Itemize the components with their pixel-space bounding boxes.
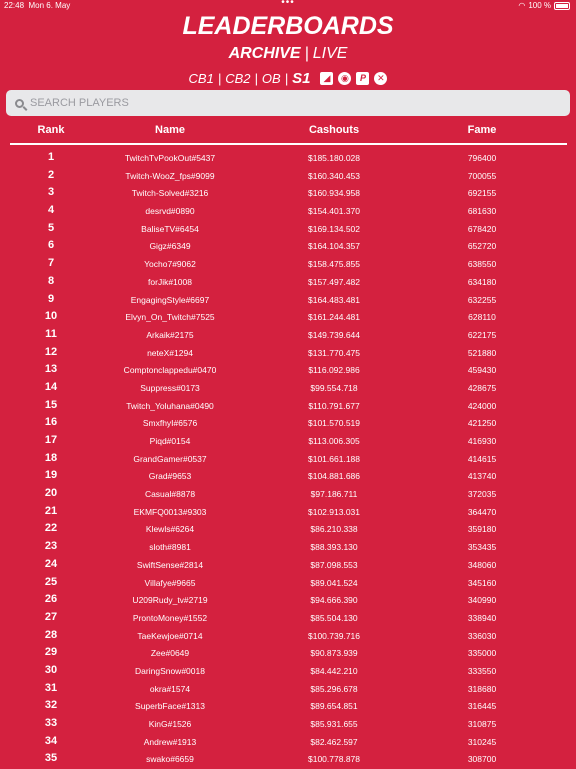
cell-fame: 310245 [467, 736, 497, 747]
cell-fame: 634180 [467, 276, 497, 287]
table-row[interactable] [0, 168, 576, 186]
cell-rank: 31 [44, 681, 58, 694]
cell-cashouts: $149.739.644 [308, 329, 360, 340]
cell-rank: 29 [44, 646, 58, 659]
cell-fame: 414615 [467, 453, 497, 464]
table-row[interactable] [0, 681, 576, 699]
cell-cashouts: $157.497.482 [308, 276, 360, 287]
cell-fame: 335000 [467, 648, 497, 659]
separator: | [254, 70, 258, 86]
table-row[interactable] [0, 433, 576, 451]
header-rank[interactable]: Rank [37, 124, 65, 136]
cell-rank: 22 [44, 522, 58, 535]
search-bar[interactable] [6, 90, 570, 116]
table-row[interactable] [0, 203, 576, 221]
cell-name: U209Rudy_tv#2719 [132, 595, 208, 606]
cell-cashouts: $88.393.130 [310, 542, 358, 553]
table-row[interactable] [0, 327, 576, 345]
cell-fame: 459430 [467, 365, 497, 376]
cell-cashouts: $158.475.855 [308, 259, 360, 270]
table-row[interactable] [0, 575, 576, 593]
cell-rank: 8 [47, 274, 55, 287]
cell-cashouts: $87.098.553 [310, 559, 358, 570]
cell-fame: 316445 [467, 701, 497, 712]
cell-rank: 13 [44, 363, 58, 376]
cell-cashouts: $82.462.597 [310, 736, 358, 747]
header-name[interactable]: Name [155, 124, 185, 136]
season-cb2[interactable]: CB2 [225, 70, 251, 86]
cell-name: EngagingStyle#6697 [130, 294, 210, 305]
table-row[interactable] [0, 610, 576, 628]
table-row[interactable] [0, 150, 576, 168]
cell-rank: 9 [47, 292, 55, 305]
cell-cashouts: $113.006.305 [308, 436, 360, 446]
cell-name: Piqd#0154 [149, 436, 191, 446]
table-row[interactable] [0, 345, 576, 363]
cell-rank: 34 [44, 734, 58, 747]
cell-rank: 20 [44, 487, 58, 500]
cell-name: ProntoMoney#1552 [132, 612, 208, 623]
cell-fame: 416930 [467, 436, 497, 446]
cell-fame: 521880 [467, 347, 497, 358]
cell-fame: 413740 [467, 471, 497, 482]
cell-name: forJik#1008 [148, 276, 192, 287]
cell-fame: 308700 [467, 754, 497, 765]
cell-fame: 652720 [467, 241, 497, 252]
table-row[interactable] [0, 468, 576, 486]
cell-name: GrandGamer#0537 [133, 453, 207, 464]
cell-rank: 21 [44, 504, 58, 517]
table-row[interactable] [0, 221, 576, 239]
cell-fame: 364470 [467, 506, 497, 517]
cell-name: Yocho7#9062 [144, 259, 196, 270]
cell-fame: 796400 [467, 153, 497, 163]
cell-fame: 348060 [467, 559, 497, 570]
cell-rank: 35 [44, 752, 58, 765]
table-row[interactable] [0, 557, 576, 575]
playstation-icon[interactable]: P [356, 72, 369, 85]
cell-rank: 1 [47, 151, 55, 163]
cell-name: EKMFQ0013#9303 [133, 506, 207, 517]
wifi-icon: ◠ [518, 1, 526, 10]
cell-rank: 19 [44, 469, 58, 482]
cell-rank: 16 [44, 416, 58, 429]
cell-fame: 336030 [467, 630, 497, 641]
cell-fame: 333550 [467, 665, 497, 676]
cell-name: Twitch-Solved#3216 [131, 188, 209, 199]
table-row[interactable] [0, 380, 576, 398]
table-row[interactable] [0, 398, 576, 416]
separator: | [217, 70, 222, 86]
cell-fame: 424000 [467, 400, 497, 411]
season-switch [0, 69, 576, 87]
cell-rank: 33 [44, 717, 58, 729]
cell-fame: 421250 [467, 418, 497, 429]
cell-cashouts: $161.244.481 [308, 312, 360, 323]
cell-name: Suppress#0173 [140, 382, 200, 393]
table-row[interactable] [0, 592, 576, 610]
tab-live[interactable]: LIVE [312, 45, 348, 62]
cell-fame: 700055 [467, 170, 497, 181]
table-row[interactable] [0, 185, 576, 203]
season-ob[interactable]: OB [261, 70, 281, 86]
page-title: LEADERBOARDS [182, 12, 394, 40]
search-input[interactable] [28, 96, 552, 110]
separator: | [304, 45, 309, 62]
cell-name: Twitch-WooZ_fps#9099 [125, 170, 215, 181]
cell-cashouts: $100.778.878 [308, 754, 360, 765]
cell-cashouts: $160.340.453 [308, 170, 360, 181]
table-row[interactable] [0, 539, 576, 557]
cell-name: desrvd#0890 [145, 206, 195, 217]
cell-fame: 428675 [467, 382, 497, 393]
cell-fame: 638550 [467, 259, 497, 270]
status-right [518, 0, 570, 12]
cell-cashouts: $100.739.716 [308, 630, 360, 641]
status-bar [0, 0, 576, 12]
cell-cashouts: $164.483.481 [308, 294, 360, 305]
season-s1[interactable]: S1 [292, 69, 311, 87]
cell-cashouts: $110.791.677 [308, 400, 360, 411]
header-cashouts[interactable]: Cashouts [308, 124, 360, 136]
status-time: 22:48 Mon 6. May [4, 1, 71, 10]
cell-cashouts: $85.504.130 [310, 612, 358, 623]
header-divider [10, 143, 567, 145]
table-row[interactable] [0, 362, 576, 380]
cell-rank: 6 [47, 239, 55, 252]
cell-fame: 372035 [467, 489, 497, 500]
table-row[interactable] [0, 292, 576, 310]
cell-rank: 28 [44, 628, 58, 641]
cell-name: SuperbFace#1313 [135, 701, 205, 712]
cell-name: BaliseTV#6454 [141, 223, 199, 234]
battery-percent: 100 % [528, 1, 551, 10]
table-row[interactable] [0, 486, 576, 504]
pc-icon[interactable]: ◢ [320, 72, 333, 85]
mode-switch [0, 45, 576, 63]
cell-fame: 310875 [467, 719, 497, 729]
cell-rank: 15 [44, 398, 58, 411]
table-row[interactable] [0, 415, 576, 433]
table-row[interactable] [0, 521, 576, 539]
cell-rank: 25 [44, 575, 58, 588]
cell-rank: 24 [44, 557, 58, 570]
table-header [0, 120, 576, 140]
cell-fame: 338940 [467, 612, 497, 623]
cell-cashouts: $116.092.986 [308, 365, 360, 376]
cell-name: Elvyn_On_Twitch#7525 [125, 312, 215, 323]
cell-cashouts: $94.666.390 [310, 595, 358, 606]
platform-filters [320, 72, 387, 85]
table-row[interactable] [0, 663, 576, 681]
cell-cashouts: $104.881.686 [308, 471, 360, 482]
table-row[interactable] [0, 734, 576, 752]
multitask-dots[interactable]: ••• [281, 0, 295, 8]
cell-fame: 359180 [467, 524, 497, 535]
table-row[interactable] [0, 256, 576, 274]
cell-rank: 5 [47, 221, 55, 234]
cell-rank: 23 [44, 540, 58, 553]
cell-fame: 681630 [467, 206, 497, 217]
cell-cashouts: $86.210.338 [310, 524, 358, 535]
table-row[interactable] [0, 274, 576, 292]
cell-rank: 26 [44, 593, 58, 606]
cell-name: DaringSnow#0018 [135, 665, 205, 676]
cell-name: Comptonclappedu#0470 [123, 365, 217, 376]
cell-cashouts: $89.654.851 [310, 701, 358, 712]
cell-cashouts: $131.770.475 [308, 347, 360, 358]
cell-cashouts: $164.104.357 [308, 241, 360, 252]
cell-cashouts: $185.180.028 [308, 153, 360, 163]
cell-fame: 692155 [467, 188, 497, 199]
cell-cashouts: $84.442.210 [310, 665, 358, 676]
table-row[interactable] [0, 698, 576, 716]
cell-cashouts: $97.186.711 [310, 489, 358, 500]
cell-rank: 2 [47, 168, 55, 181]
cell-name: Klewls#6264 [145, 524, 195, 535]
cell-name: Grad#9653 [148, 471, 192, 482]
cell-cashouts: $99.554.718 [310, 382, 358, 393]
cell-cashouts: $160.934.958 [308, 188, 360, 199]
header-fame[interactable]: Fame [467, 124, 497, 136]
table-row[interactable] [0, 504, 576, 522]
table-row[interactable] [0, 716, 576, 734]
cell-name: SwiftSense#2814 [136, 559, 204, 570]
cell-cashouts: $102.913.031 [308, 506, 360, 517]
cell-rank: 11 [45, 327, 57, 340]
cell-cashouts: $101.661.188 [308, 453, 360, 464]
cell-name: Villafye#9665 [144, 577, 196, 588]
cell-fame: 628110 [468, 312, 496, 323]
cell-name: Twitch_Yoluhana#0490 [126, 400, 214, 411]
cell-rank: 7 [47, 257, 55, 270]
cell-rank: 17 [44, 434, 58, 446]
cell-rank: 3 [47, 186, 55, 199]
search-icon [15, 99, 24, 108]
cell-cashouts: $85.931.655 [310, 719, 358, 729]
cell-rank: 18 [44, 451, 58, 464]
cell-cashouts: $101.570.519 [308, 418, 360, 429]
cell-rank: 27 [44, 610, 58, 623]
cell-name: okra#1574 [149, 683, 191, 694]
cell-fame: 678420 [467, 223, 497, 234]
table-row[interactable] [0, 451, 576, 469]
cell-cashouts: $85.296.678 [310, 683, 358, 694]
cell-rank: 10 [44, 310, 58, 323]
cell-fame: 632255 [467, 294, 497, 305]
battery-icon [554, 2, 570, 10]
cell-name: KinG#1526 [148, 719, 192, 729]
cell-cashouts: $169.134.502 [308, 223, 360, 234]
cell-rank: 30 [44, 663, 58, 676]
cell-cashouts: $90.873.939 [310, 648, 358, 659]
season-cb1[interactable]: CB1 [188, 70, 214, 86]
cell-name: Andrew#1913 [143, 736, 197, 747]
table-row[interactable] [0, 645, 576, 663]
cell-name: swako#6659 [146, 754, 194, 765]
cell-rank: 4 [47, 204, 55, 217]
table-row[interactable] [0, 628, 576, 646]
tab-archive[interactable]: ARCHIVE [228, 45, 301, 62]
cell-name: Zee#0649 [150, 648, 190, 659]
leaderboard-table [0, 150, 576, 769]
cell-name: sloth#8981 [149, 542, 191, 553]
cell-name: neteX#1294 [147, 347, 193, 358]
cell-rank: 32 [44, 699, 58, 712]
cell-name: Gigz#6349 [149, 241, 191, 252]
cell-rank: 14 [44, 380, 58, 393]
cell-fame: 345160 [467, 577, 497, 588]
cell-fame: 622175 [467, 329, 497, 340]
cell-name: SmxfhyI#6576 [142, 418, 198, 429]
cell-fame: 340990 [467, 595, 497, 606]
steam-icon[interactable]: ◉ [338, 72, 351, 85]
table-row[interactable] [0, 238, 576, 256]
cell-rank: 12 [44, 345, 58, 358]
table-row[interactable] [0, 751, 576, 769]
cell-cashouts: $154.401.370 [308, 206, 360, 217]
cell-name: Casual#8878 [144, 489, 196, 500]
cell-name: TwitchTvPookOut#5437 [124, 153, 216, 163]
cell-name: Arkaik#2175 [146, 329, 194, 340]
cell-name: TaeKewjoe#0714 [137, 630, 203, 641]
table-row[interactable] [0, 309, 576, 327]
cell-fame: 318680 [467, 683, 497, 694]
cell-fame: 353435 [467, 542, 497, 553]
xbox-icon[interactable]: ✕ [374, 72, 387, 85]
separator: | [284, 70, 289, 86]
cell-cashouts: $89.041.524 [310, 577, 358, 588]
